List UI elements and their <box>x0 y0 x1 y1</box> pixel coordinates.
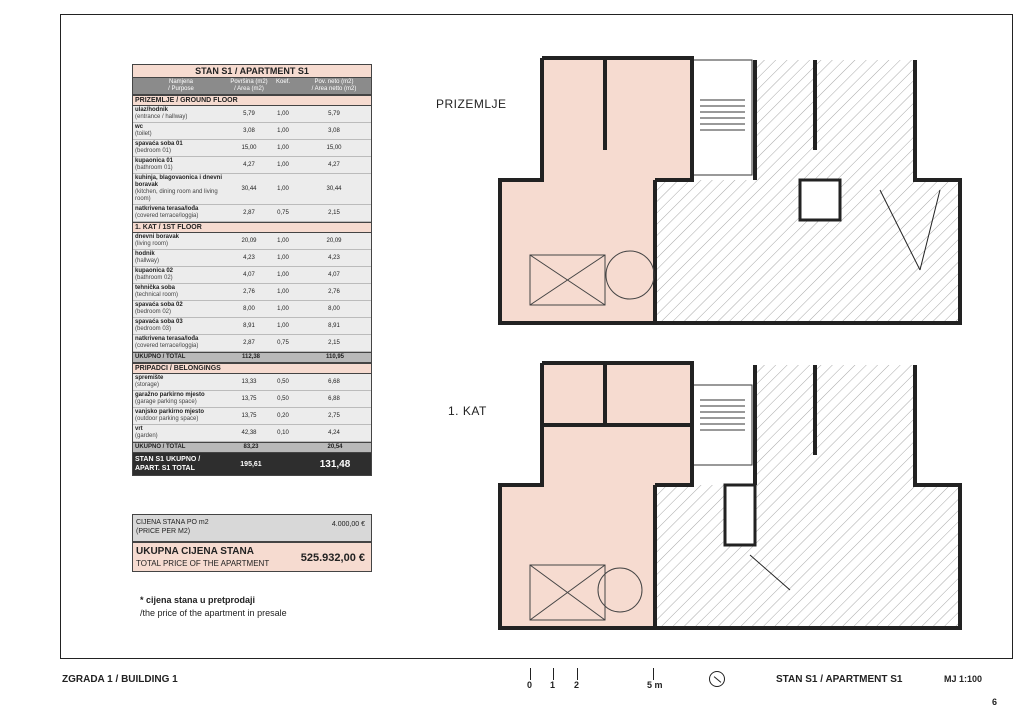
row-area: 13,33 <box>241 378 257 385</box>
row-net: 4,24 <box>328 429 340 436</box>
row-coef: 1,00 <box>277 161 289 168</box>
table-header <box>133 78 371 95</box>
table-row <box>133 374 371 391</box>
row-net: 8,00 <box>328 305 340 312</box>
row-area: 5,79 <box>243 110 255 117</box>
row-name: garažno parkirno mjesto <box>135 392 205 398</box>
row-name: spavaća soba 03 <box>135 319 183 325</box>
table-row <box>133 318 371 335</box>
row-coef: 1,00 <box>277 305 289 312</box>
ff-hatched-terrace <box>655 485 960 628</box>
row-coef: 0,75 <box>277 209 289 216</box>
row-net: 30,44 <box>326 185 342 192</box>
row-area: 4,23 <box>243 254 255 261</box>
table-row <box>133 284 371 301</box>
row-net: 6,88 <box>328 395 340 402</box>
row-coef: 1,00 <box>277 144 289 151</box>
row-name-en: (technical room) <box>135 292 179 298</box>
table-row <box>133 205 371 222</box>
footer-building: ZGRADA 1 / BUILDING 1 <box>62 674 178 685</box>
belongings-total-net: 20,54 <box>327 444 343 450</box>
belongings-total-row <box>133 442 371 453</box>
row-coef: 0,50 <box>277 395 289 402</box>
scale-label-2: 2 <box>574 680 580 690</box>
row-area: 4,07 <box>243 271 255 278</box>
row-coef: 1,00 <box>277 288 289 295</box>
table-row <box>133 425 371 442</box>
price-per-m2-box <box>132 514 372 542</box>
row-area: 42,38 <box>241 429 257 436</box>
row-name: tehnička soba <box>135 285 176 291</box>
ground-floor-rows <box>133 106 371 222</box>
row-name: spavaća soba 02 <box>135 302 183 308</box>
section-ground-floor: PRIZEMLJE / GROUND FLOOR <box>133 95 371 106</box>
total-area: 112,38 <box>241 354 261 360</box>
row-name-en: (covered terrace/loggia) <box>135 343 199 349</box>
grand-total-label-1: STAN S1 UKUPNO / <box>135 456 201 463</box>
scale-label-1: 1 <box>550 680 556 690</box>
row-name: natkrivena terasa/lođa <box>135 336 199 342</box>
row-coef: 0,75 <box>277 339 289 346</box>
row-coef: 1,00 <box>277 237 289 244</box>
row-area: 15,00 <box>241 144 257 151</box>
total-net: 110,95 <box>325 354 345 360</box>
row-coef: 1,00 <box>277 254 289 261</box>
row-name: hodnik <box>135 251 155 257</box>
row-name-en: (kitchen, dining room and living room) <box>135 189 218 202</box>
footer-apartment: STAN S1 / APARTMENT S1 <box>776 674 903 685</box>
row-area: 8,91 <box>243 322 255 329</box>
table-row <box>133 250 371 267</box>
ground-floor-plan <box>490 40 970 330</box>
row-name-en: (hallway) <box>135 258 160 264</box>
header-net: Pov. neto (m2) / Area netto (m2) <box>311 79 357 92</box>
table-row <box>133 157 371 174</box>
row-name-en: (toilet) <box>135 131 152 137</box>
row-coef: 1,00 <box>277 127 289 134</box>
row-net: 4,23 <box>328 254 340 261</box>
table-row <box>133 335 371 352</box>
floor-label-first: 1. KAT <box>448 404 487 418</box>
row-name-en: (bathroom 02) <box>135 275 173 281</box>
table-row <box>133 123 371 140</box>
scale-tick <box>577 668 578 680</box>
row-name: natkrivena terasa/lođa <box>135 206 199 212</box>
table-row <box>133 233 371 250</box>
row-name-en: (garden) <box>135 433 158 439</box>
grand-total-label-2: APART. S1 TOTAL <box>135 465 195 472</box>
row-name-en: (bathroom 01) <box>135 165 173 171</box>
row-net: 15,00 <box>326 144 342 151</box>
row-name-en: (bedroom 03) <box>135 326 172 332</box>
row-name-en: (bedroom 02) <box>135 309 172 315</box>
ff-stairwell <box>692 385 752 465</box>
row-name-en: (garage parking space) <box>135 399 197 405</box>
row-name-en: (outdoor parking space) <box>135 416 199 422</box>
row-name-en: (storage) <box>135 382 160 388</box>
footer-scale: MJ 1:100 <box>944 674 983 684</box>
row-name: kupaonica 02 <box>135 268 174 274</box>
table-row <box>133 391 371 408</box>
row-area: 30,44 <box>241 185 257 192</box>
floor-label-ground: PRIZEMLJE <box>436 97 507 111</box>
table-row <box>133 301 371 318</box>
belongings-total-label: UKUPNO / TOTAL <box>135 444 186 450</box>
row-name: vrt <box>135 426 143 432</box>
belongings-rows <box>133 374 371 442</box>
row-area: 2,87 <box>243 209 255 216</box>
scale-label-0: 0 <box>527 680 533 690</box>
price-label-1: CIJENA STANA PO m2 <box>136 519 209 526</box>
row-name: wc <box>135 124 144 130</box>
row-area: 2,76 <box>243 288 255 295</box>
row-name: kuhinja, blagovaonica i dnevni boravak <box>135 175 223 188</box>
row-coef: 0,20 <box>277 412 289 419</box>
belongings-total-area: 83,23 <box>243 444 259 450</box>
table-row <box>133 174 371 205</box>
header-area: Površina (m2) / Area (m2) <box>230 79 268 92</box>
section-belongings: PRIPADCI / BELONGINGS <box>133 363 371 374</box>
table-row <box>133 267 371 284</box>
table-row <box>133 106 371 123</box>
section-first-floor: 1. KAT / 1ST FLOOR <box>133 222 371 233</box>
scale-tick <box>653 668 654 680</box>
row-name-en: (entrance / hallway) <box>135 114 188 120</box>
row-name-en: (bedroom 01) <box>135 148 172 154</box>
price-value: 4.000,00 € <box>331 521 365 528</box>
row-net: 2,75 <box>328 412 340 419</box>
scale-label-5m: 5 m <box>647 680 663 690</box>
total-price-box <box>132 542 372 572</box>
row-name-en: (living room) <box>135 241 169 247</box>
page-number: 6 <box>992 697 998 707</box>
row-name: ulaz/hodnik <box>135 107 168 113</box>
gf-hatched-neighbour <box>755 60 915 180</box>
total-price-label-2: TOTAL PRICE OF THE APARTMENT <box>136 559 270 568</box>
row-coef: 1,00 <box>277 271 289 278</box>
price-label-2: (PRICE PER M2) <box>136 528 191 535</box>
row-coef: 0,50 <box>277 378 289 385</box>
row-area: 2,87 <box>243 339 255 346</box>
row-name: vanjsko parkirno mjesto <box>135 409 205 415</box>
row-coef: 0,10 <box>277 429 289 436</box>
total-label: UKUPNO / TOTAL <box>135 354 186 360</box>
row-area: 13,75 <box>241 395 257 402</box>
row-area: 8,00 <box>243 305 255 312</box>
row-net: 5,79 <box>328 110 340 117</box>
presale-note <box>140 594 287 620</box>
scale-tick <box>530 668 531 680</box>
scale-tick <box>553 668 554 680</box>
table-row <box>133 140 371 157</box>
gf-bedroom-area <box>542 58 692 180</box>
table-title: STAN S1 / APARTMENT S1 <box>133 65 371 78</box>
row-net: 20,09 <box>326 237 342 244</box>
grand-total-row <box>133 453 371 475</box>
row-coef: 1,00 <box>277 110 289 117</box>
total-price-value: 525.932,00 € <box>300 552 365 564</box>
ff-hatched-neighbour <box>755 365 915 485</box>
row-net: 4,07 <box>328 271 340 278</box>
row-net: 3,08 <box>328 127 340 134</box>
row-net: 2,76 <box>328 288 340 295</box>
header-purpose: Namjena / Purpose <box>168 79 194 92</box>
row-name: dnevni boravak <box>135 234 180 240</box>
area-table <box>132 64 372 476</box>
row-area: 20,09 <box>241 237 257 244</box>
row-area: 4,27 <box>243 161 255 168</box>
row-net: 2,15 <box>328 339 340 346</box>
note-line-2: /the price of the apartment in presale <box>140 608 287 618</box>
total-row <box>133 352 371 363</box>
header-coef: Koef. <box>275 79 290 85</box>
north-arrow-icon <box>709 671 725 687</box>
row-net: 8,91 <box>328 322 340 329</box>
row-name: kupaonica 01 <box>135 158 174 164</box>
grand-total-area: 195,61 <box>240 460 262 468</box>
row-name: spremište <box>135 375 164 381</box>
row-net: 6,68 <box>328 378 340 385</box>
ff-living-area <box>500 485 655 628</box>
grand-total-net: 131,48 <box>319 458 351 470</box>
table-row <box>133 408 371 425</box>
first-floor-plan <box>490 345 970 635</box>
total-price-label-1: UKUPNA CIJENA STANA <box>136 546 254 557</box>
row-coef: 1,00 <box>277 185 289 192</box>
first-floor-rows <box>133 233 371 352</box>
row-name-en: (covered terrace/loggia) <box>135 213 199 219</box>
row-net: 4,27 <box>328 161 340 168</box>
row-area: 3,08 <box>243 127 255 134</box>
note-line-1: * cijena stana u pretprodaji <box>140 595 256 605</box>
row-net: 2,15 <box>328 209 340 216</box>
row-coef: 1,00 <box>277 322 289 329</box>
row-name: spavaća soba 01 <box>135 141 183 147</box>
row-area: 13,75 <box>241 412 257 419</box>
